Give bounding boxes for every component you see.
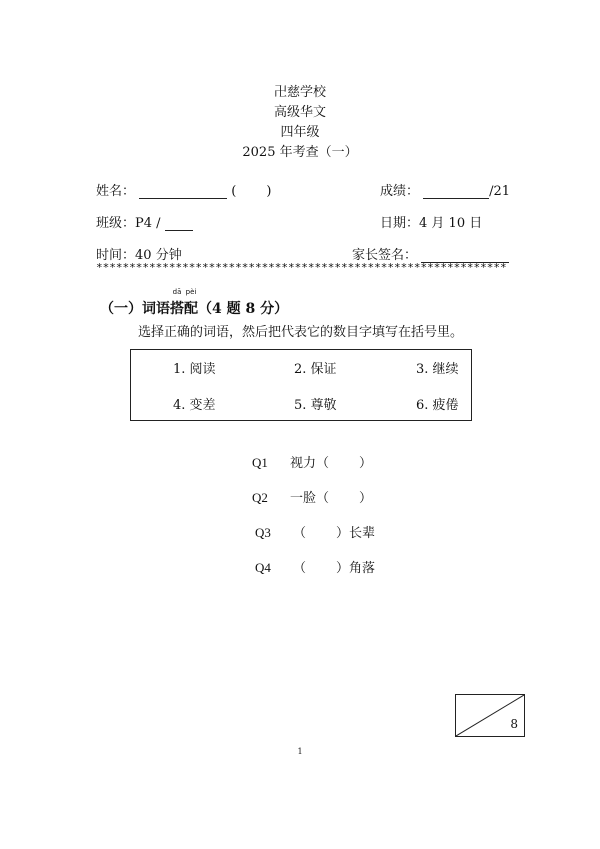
question-text-after: ） [359,456,373,471]
question-text-before: 视力（ [290,456,330,471]
ruby-char-da: 搭 [170,301,184,317]
question-number: Q3 [255,525,271,540]
star-divider: ************************************************************** [96,261,507,274]
date-field [380,212,482,231]
option-5: 5. 尊敬 [294,398,337,413]
name-input[interactable] [139,184,227,199]
class-field [96,212,193,231]
option-6: 6. 疲倦 [416,398,459,413]
school-name: 卍慈学校 [273,85,326,100]
pinyin-da: dā [172,288,182,296]
option-1: 1. 阅读 [173,362,216,377]
option-4: 4. 变差 [173,398,216,413]
question-text-after: ） [359,491,373,506]
question-3 [255,522,375,541]
section-score-box [455,694,525,737]
grade-title: 四年级 [280,125,320,140]
ruby-pei [184,288,198,318]
score-input[interactable] [423,184,489,199]
question-4 [255,557,375,576]
question-number: Q2 [252,490,268,505]
ruby-da [170,288,184,318]
section-title-text: 词语 [142,301,170,317]
question-1 [252,452,372,471]
parent-signature-label: 家长签名： [352,248,418,263]
score-total: /21 [489,184,511,199]
score-field [380,180,510,199]
ruby-char-pei: 配 [184,301,198,317]
class-label: 班级：P4 / [96,216,161,231]
subject-title: 高级华文 [273,105,326,120]
question-text-before: （ [293,561,307,576]
time-value: 40 分钟 [135,248,182,263]
page-number: 1 [297,747,303,756]
word-bank-box [130,349,472,421]
option-3: 3. 继续 [416,362,459,377]
question-number: Q4 [255,560,271,575]
exam-title: 2025 年考查（一） [242,145,358,160]
instruction-text: 选择正确的词语，然后把代表它的数目字填写在括号里。 [138,325,464,340]
option-2: 2. 保证 [294,362,337,377]
score-label: 成绩： [380,184,420,199]
score-box-max: 8 [510,717,518,731]
class-input[interactable] [165,216,193,231]
name-paren-close: ) [266,184,272,199]
section-number: （一） [100,301,142,317]
date-value: 4 月 10 日 [419,216,483,231]
name-label: 姓名： [96,184,136,199]
name-paren-open: ( [231,184,237,199]
section-marks: （4 题 8 分） [198,301,289,317]
question-text-before: 一脸（ [290,491,330,506]
pinyin-pei: pèi [185,288,197,296]
section-heading [100,288,289,318]
question-number: Q1 [252,455,268,470]
time-label: 时间： [96,248,136,263]
date-label: 日期： [380,216,420,231]
question-text-after: ）长辈 [336,526,376,541]
question-text-before: （ [293,526,307,541]
name-field [96,180,271,199]
question-text-after: ）角落 [336,561,376,576]
question-2 [252,487,372,506]
